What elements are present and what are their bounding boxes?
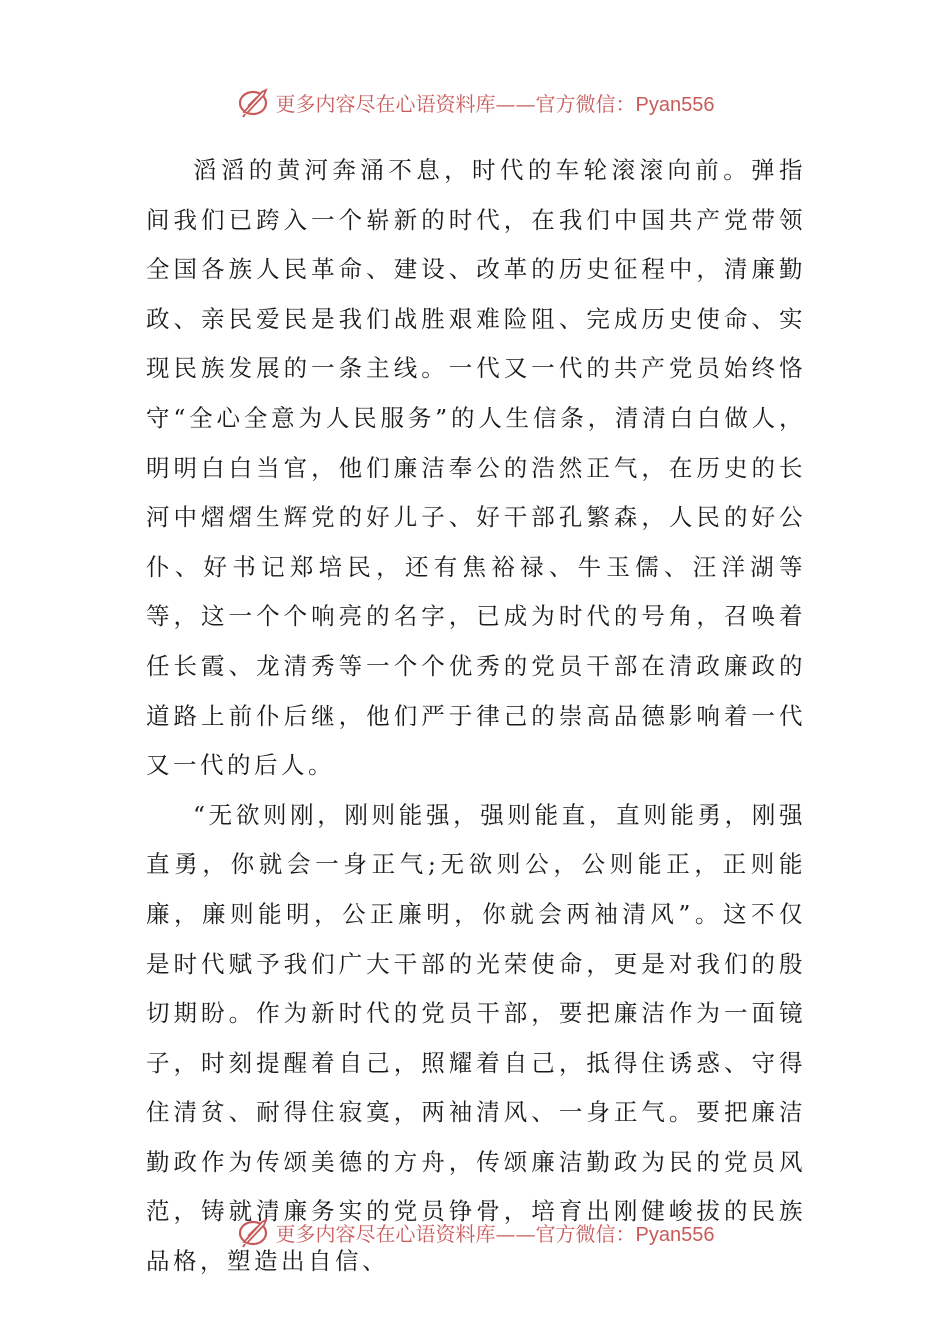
wechat-id: Pyan556 (635, 93, 715, 116)
paragraph: 滔滔的黄河奔涌不息，时代的车轮滚滚向前。弹指间我们已跨入一个崭新的时代，在我们中国共产党带领全国各族人民革命、建设、改革的历史征程中，清廉勤政、亲民爱民是我们战胜艰难险阻、完成历史使命、实现民族发展的一条主线。一代又一代的共产党员始终恪守“全心全意为人民服务”的人生信条，清清白白做人，明明白白当官，他们廉洁奉公的浩然正气，在历史的长河中熠熠生辉党的好儿子、好干部孔繁森，人民的好公仆、好书记郑培民，还有焦裕禄、牛玉儒、汪洋湖等等，这一个个响亮的名字，已成为时代的号角，召唤着任长霞、龙清秀等一个个优秀的党员干部在清政廉政的道路上前仆后继，他们严于律己的崇高品德影响着一代又一代的后人。 (146, 156, 806, 780)
footer-banner (0, 1212, 950, 1252)
wechat-id: Pyan556 (635, 1223, 715, 1246)
banner-text (276, 88, 715, 117)
quill-logo-icon (236, 84, 272, 120)
banner-prefix: 更多内容尽在心语资料库——官方微信： (275, 91, 636, 116)
header-banner (0, 82, 950, 122)
banner-text (276, 1218, 715, 1247)
paragraph: “无欲则刚，刚则能强，强则能直，直则能勇，刚强直勇，你就会一身正气;无欲则公，公则能正，正则能廉，廉则能明，公正廉明，你就会两袖清风”。这不仅是时代赋予我们广大干部的光荣使命，更是对我们的殷切期盼。作为新时代的党员干部，要把廉洁作为一面镜子，时刻提醒着自己，照耀着自己，抵得住诱惑、守得住清贫、耐得住寂寞，两袖清风、一身正气。要把廉洁勤政作为传颂美德的方舟，传颂廉洁勤政为民的党员风范，铸就清廉务实的党员铮骨，培育出刚健峻拔的民族品格，塑造出自信、 (146, 800, 806, 1276)
banner-prefix: 更多内容尽在心语资料库——官方微信： (275, 1221, 636, 1246)
document-body (146, 146, 806, 1287)
quill-logo-icon (236, 1214, 272, 1250)
